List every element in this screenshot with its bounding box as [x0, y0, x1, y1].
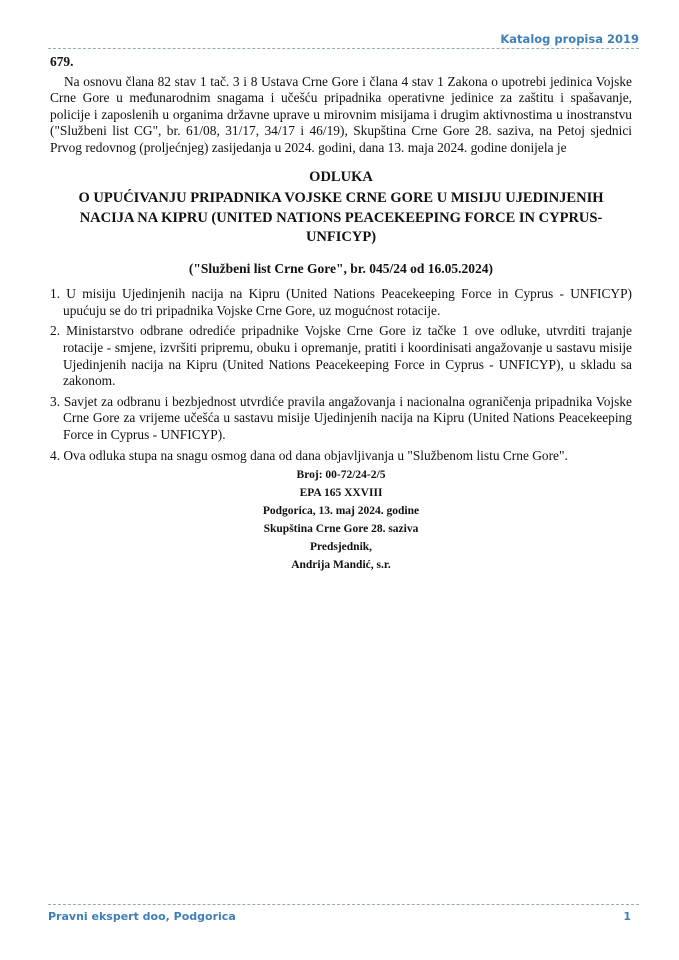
- document-number: 679.: [50, 54, 74, 69]
- catalog-title: Katalog propisa 2019: [500, 32, 639, 46]
- document-body: [50, 54, 632, 574]
- list-item: 1. U misiju Ujedinjenih nacija na Kipru (United Nations Peacekeeping Force in Cyprus - UNFICYP) upućuju se do tri pripadnika Vojske Crne Gore, uz mogućnost rotacije.: [50, 286, 632, 318]
- place-date: Podgorica, 13. maj 2024. godine: [262, 505, 420, 518]
- page-header: [48, 30, 639, 49]
- document-heading: ODLUKA: [309, 168, 373, 185]
- signature-block: [50, 466, 632, 574]
- page-number: 1: [623, 910, 631, 923]
- reference-number: Broj: 00-72/24-2/5: [296, 469, 386, 482]
- articles-list: [50, 286, 632, 464]
- preamble: Na osnovu člana 82 stav 1 tač. 3 i 8 Ustava Crne Gore i člana 4 stav 1 Zakona o upotrebi jedinica Vojske Crne Gore u međunarodnim snagama i učešću pripadnika operativne jedinice za zaštitu i spašavanje, policije i zaposlenih u organima državne uprave u mirovnim misijama i drugim aktivnostima u inostranstvu ("Službeni list CG", br. 61/08, 31/17, 34/17 i 46/19), Skupština Crne Gore 28. saziva, na Petoj sjednici Prvog redovnog (proljećnjeg) zasijedanja u 2024. godini, dana 13. maja 2024. godine donijela je: [50, 73, 632, 155]
- issuing-body: Skupština Crne Gore 28. saziva: [263, 523, 419, 536]
- signatory-name: Andrija Mandić, s.r.: [291, 559, 391, 572]
- list-item: 2. Ministarstvo odbrane odrediće pripadnike Vojske Crne Gore iz tačke 1 ove odluke, utvrditi trajanje rotacije - smjene, izvršiti pripremu, obuku i opremanje, pratiti i koordinisati angažovanje u sastavu misije Ujedinjenih nacija na Kipru (United Nations Peacekeeping Force in Cyprus - UNFICYP), u skladu sa zakonom.: [50, 323, 632, 389]
- list-item: 3. Savjet za odbranu i bezbjednost utvrdiće pravila angažovanja i nacionalna ograničenja pripadnika Vojske Crne Gore za vrijeme učešća u sastavu misije Ujedinjenih nacija na Kipru (United Nations Peacekeeping Force in Cyprus - UNFICYP).: [50, 393, 632, 442]
- epa-number: EPA 165 XXVIII: [299, 487, 383, 500]
- signatory-role: Predsjednik,: [309, 541, 373, 554]
- gazette-reference: ("Službeni list Crne Gore", br. 045/24 od 16.05.2024): [188, 260, 494, 276]
- page-footer: [48, 904, 639, 923]
- list-item: 4. Ova odluka stupa na snagu osmog dana od dana objavljivanja u "Službenom listu Crne Gore".: [50, 447, 568, 463]
- document-title: O UPUĆIVANJU PRIPADNIKA VOJSKE CRNE GORE U MISIJU UJEDINJENIH NACIJA NA KIPRU (UNITED NATIONS PEACEKEEPING FORCE IN CYPRUS-UNFICYP): [78, 190, 604, 246]
- publisher: Pravni ekspert doo, Podgorica: [48, 910, 236, 923]
